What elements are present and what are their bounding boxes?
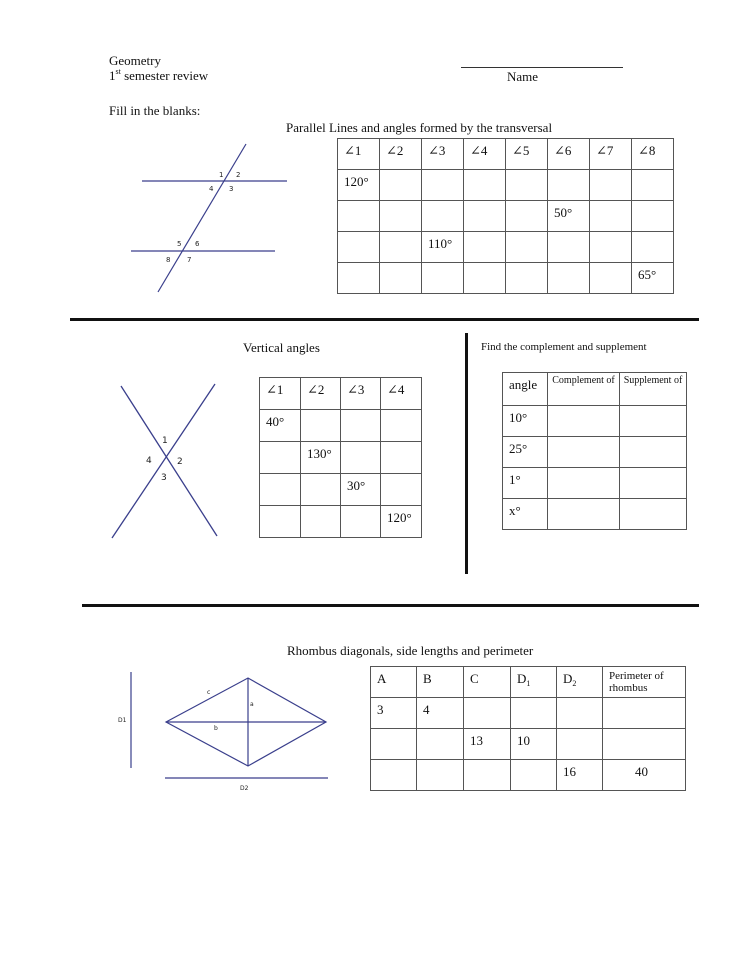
header-cell: ∠7: [590, 139, 632, 170]
angle-label: 1: [219, 171, 224, 179]
semester-label: 1st semester review: [109, 67, 209, 83]
table-cell[interactable]: [590, 201, 632, 232]
table-cell[interactable]: 4: [417, 698, 464, 729]
header-cell: ∠4: [464, 139, 506, 170]
table-cell[interactable]: [381, 474, 422, 506]
table-cell[interactable]: [301, 506, 341, 538]
angle-label: 2: [236, 171, 241, 179]
table-cell[interactable]: [464, 201, 506, 232]
table-cell[interactable]: 120°: [338, 170, 380, 201]
table-cell: 1°: [503, 468, 548, 499]
rhombus-diagram: [110, 668, 340, 798]
table-cell[interactable]: [260, 442, 301, 474]
rhombus-title: Rhombus diagonals, side lengths and perimeter: [287, 643, 534, 658]
vertical-angles-diagram: [105, 380, 230, 545]
angle-label: 1: [162, 436, 168, 446]
table-cell[interactable]: [417, 729, 464, 760]
table-cell[interactable]: 13: [464, 729, 511, 760]
table-cell[interactable]: [381, 410, 422, 442]
section-divider: [82, 604, 699, 607]
table-cell[interactable]: [557, 729, 603, 760]
vertical-title: Vertical angles: [243, 340, 320, 355]
parallel-lines-diagram: [125, 140, 295, 300]
instructions: Fill in the blanks:: [109, 103, 201, 118]
table-cell[interactable]: [548, 468, 620, 499]
table-cell[interactable]: [548, 263, 590, 294]
table-cell[interactable]: [341, 506, 381, 538]
table-cell[interactable]: 65°: [632, 263, 674, 294]
header-cell: angle: [503, 373, 548, 406]
table-cell[interactable]: [511, 760, 557, 791]
table-cell[interactable]: [548, 406, 620, 437]
table-cell[interactable]: [506, 201, 548, 232]
table-cell: x°: [503, 499, 548, 530]
section-divider: [70, 318, 699, 321]
table-cell[interactable]: [338, 232, 380, 263]
table-cell[interactable]: [338, 263, 380, 294]
header-cell: $D_2$: [557, 667, 603, 698]
table-cell[interactable]: [422, 170, 464, 201]
vertical-angles-table: [259, 377, 422, 538]
header-cell: Supplement of: [620, 373, 687, 406]
table-cell[interactable]: [380, 263, 422, 294]
table-cell[interactable]: [620, 468, 687, 499]
header-cell: ∠8: [632, 139, 674, 170]
crossing-line-b: [112, 384, 215, 538]
angle-label: 4: [146, 456, 152, 466]
table-cell[interactable]: [371, 729, 417, 760]
table-cell[interactable]: [464, 170, 506, 201]
table-cell[interactable]: [603, 698, 686, 729]
table-cell[interactable]: [422, 201, 464, 232]
table-cell[interactable]: [380, 201, 422, 232]
table-cell[interactable]: [548, 499, 620, 530]
header-cell: ∠3: [341, 378, 381, 410]
table-cell[interactable]: 40°: [260, 410, 301, 442]
name-line[interactable]: [461, 67, 623, 68]
d1-label: D1: [118, 717, 127, 724]
header-cell: ∠2: [301, 378, 341, 410]
table-cell[interactable]: 110°: [422, 232, 464, 263]
column-divider: [465, 333, 468, 574]
rhombus-table: [370, 666, 686, 791]
complement-title: Find the complement and supplement: [481, 341, 647, 353]
header-cell: ∠1: [260, 378, 301, 410]
parallel-angles-table: [337, 138, 674, 294]
table-cell[interactable]: [632, 232, 674, 263]
table-cell[interactable]: [260, 506, 301, 538]
header-cell: C: [464, 667, 511, 698]
table-cell[interactable]: 10: [511, 729, 557, 760]
header-cell: ∠6: [548, 139, 590, 170]
table-cell[interactable]: [557, 698, 603, 729]
table-cell[interactable]: 120°: [381, 506, 422, 538]
header-cell: ∠5: [506, 139, 548, 170]
table-cell[interactable]: [341, 442, 381, 474]
table-cell[interactable]: [603, 729, 686, 760]
angle-label: 3: [161, 473, 167, 483]
table-cell[interactable]: [632, 170, 674, 201]
angle-label: 4: [209, 185, 214, 193]
table-cell[interactable]: [422, 263, 464, 294]
table-cell[interactable]: 130°: [301, 442, 341, 474]
table-cell[interactable]: [341, 410, 381, 442]
table-cell[interactable]: [464, 760, 511, 791]
table-cell[interactable]: [548, 170, 590, 201]
table-cell[interactable]: [506, 263, 548, 294]
d2-label: D2: [240, 785, 249, 792]
table-cell: 25°: [503, 437, 548, 468]
table-cell[interactable]: [380, 232, 422, 263]
header-cell: Perimeter of rhombus: [603, 667, 686, 698]
table-cell[interactable]: [620, 437, 687, 468]
table-cell[interactable]: 30°: [341, 474, 381, 506]
table-cell[interactable]: [464, 263, 506, 294]
header-cell: Complement of: [548, 373, 620, 406]
transversal-line: [158, 144, 246, 292]
table-cell[interactable]: [632, 201, 674, 232]
angle-label: 2: [177, 457, 183, 467]
half-diagonal-label-b: b: [214, 725, 218, 732]
table-cell[interactable]: [590, 170, 632, 201]
angle-label: 6: [195, 240, 200, 248]
table-cell[interactable]: 3: [371, 698, 417, 729]
table-cell[interactable]: 16: [557, 760, 603, 791]
angle-label: 5: [177, 240, 182, 248]
table-cell[interactable]: [301, 410, 341, 442]
half-diagonal-label-a: a: [250, 701, 254, 708]
table-cell[interactable]: [590, 232, 632, 263]
table-cell[interactable]: [260, 474, 301, 506]
header-cell: ∠2: [380, 139, 422, 170]
header-cell: $D_1$: [511, 667, 557, 698]
table-cell[interactable]: [380, 170, 422, 201]
course-title: Geometry: [109, 53, 161, 68]
table-cell[interactable]: [417, 760, 464, 791]
side-label-c: c: [207, 689, 211, 696]
table-cell[interactable]: [381, 442, 422, 474]
table-cell[interactable]: [548, 437, 620, 468]
table-cell[interactable]: [590, 263, 632, 294]
table-cell[interactable]: [464, 232, 506, 263]
table-cell[interactable]: [464, 698, 511, 729]
table-cell[interactable]: 50°: [548, 201, 590, 232]
angle-label: 8: [166, 256, 171, 264]
header-cell: ∠3: [422, 139, 464, 170]
name-label: Name: [507, 69, 539, 84]
complement-supplement-table: [502, 372, 687, 530]
header-cell: ∠1: [338, 139, 380, 170]
header-cell: B: [417, 667, 464, 698]
table-cell[interactable]: [548, 232, 590, 263]
angle-label: 3: [229, 185, 234, 193]
table-cell[interactable]: [506, 170, 548, 201]
table-cell[interactable]: [371, 760, 417, 791]
table-cell[interactable]: [301, 474, 341, 506]
crossing-line-a: [121, 386, 217, 536]
table-cell: 10°: [503, 406, 548, 437]
header-cell: A: [371, 667, 417, 698]
table-cell[interactable]: 40: [603, 760, 686, 791]
table-cell[interactable]: [620, 406, 687, 437]
parallel-title: Parallel Lines and angles formed by the transversal: [286, 120, 553, 135]
table-cell[interactable]: [506, 232, 548, 263]
header-cell: ∠4: [381, 378, 422, 410]
table-cell[interactable]: [620, 499, 687, 530]
table-cell[interactable]: [338, 201, 380, 232]
angle-label: 7: [187, 256, 192, 264]
table-cell[interactable]: [511, 698, 557, 729]
